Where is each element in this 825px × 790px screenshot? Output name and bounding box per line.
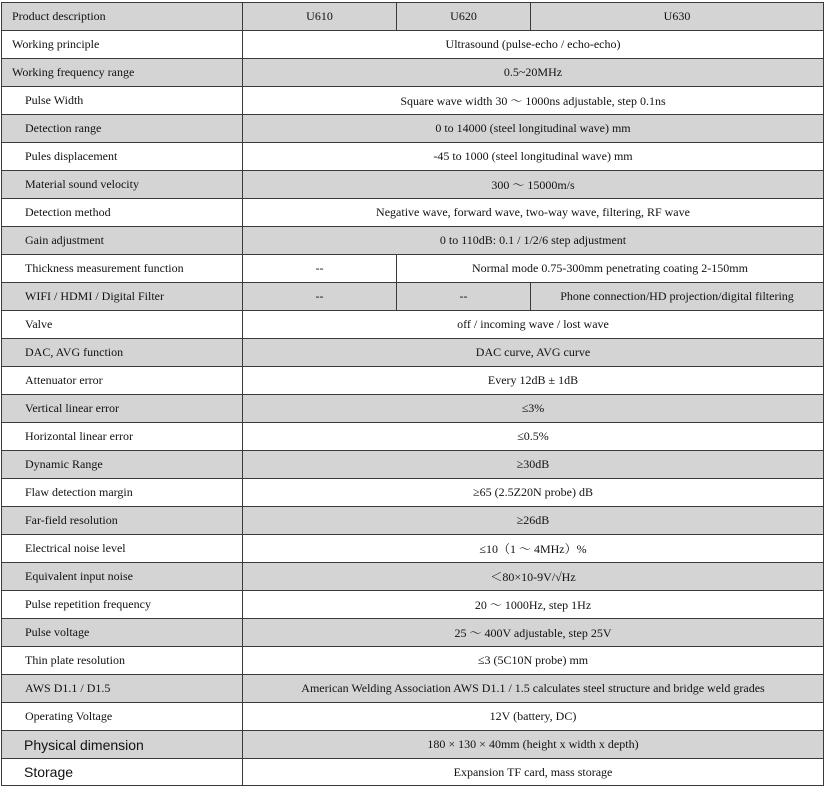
table-row: [2, 535, 824, 563]
row-label: Horizontal linear error: [2, 423, 243, 451]
table-row: [2, 451, 824, 479]
row-value: ≥65 (2.5Z20N probe) dB: [243, 479, 824, 507]
row-value: American Welding Association AWS D1.1 / 1.5 calculates steel structure and bridge weld grades: [243, 675, 824, 703]
row-value: 25 ～ 400V adjustable, step 25V: [243, 619, 824, 647]
header-model-u610: U610: [243, 3, 397, 31]
row-value: ≥30dB: [243, 451, 824, 479]
row-value: ≤10（1 ～ 4MHz）%: [243, 535, 824, 563]
row-value: off / incoming wave / lost wave: [243, 311, 824, 339]
row-label: Storage: [2, 759, 243, 786]
row-label: WIFI / HDMI / Digital Filter: [2, 283, 243, 311]
table-row: [2, 423, 824, 451]
row-value: Square wave width 30 ～ 1000ns adjustable, step 0.1ns: [243, 87, 824, 115]
table-row: [2, 255, 824, 283]
table-row: [2, 675, 824, 703]
row-value: ≤0.5%: [243, 423, 824, 451]
header-model-u630: U630: [531, 3, 824, 31]
row-label: Far-field resolution: [2, 507, 243, 535]
table-row: [2, 647, 824, 675]
row-label: DAC, AVG function: [2, 339, 243, 367]
table-row: [2, 171, 824, 199]
row-label: Valve: [2, 311, 243, 339]
table-row: [2, 759, 824, 786]
row-label: Vertical linear error: [2, 395, 243, 423]
header-model-u620: U620: [397, 3, 531, 31]
row-label: Thickness measurement function: [2, 255, 243, 283]
row-label: Pulse repetition frequency: [2, 591, 243, 619]
row-value: 180 × 130 × 40mm (height x width x depth): [243, 731, 824, 759]
table-row: [2, 227, 824, 255]
row-label: Working frequency range: [2, 59, 243, 87]
row-value: Every 12dB ± 1dB: [243, 367, 824, 395]
table-row: [2, 199, 824, 227]
row-value: 0.5~20MHz: [243, 59, 824, 87]
row-label: Attenuator error: [2, 367, 243, 395]
row-value: -45 to 1000 (steel longitudinal wave) mm: [243, 143, 824, 171]
row-value: 12V (battery, DC): [243, 703, 824, 731]
spec-table: [1, 2, 824, 786]
cell-u620-u630: Normal mode 0.75-300mm penetrating coating 2-150mm: [397, 255, 824, 283]
table-row: [2, 311, 824, 339]
row-value: 0 to 110dB: 0.1 / 1/2/6 step adjustment: [243, 227, 824, 255]
row-label: Thin plate resolution: [2, 647, 243, 675]
cell-u610: --: [243, 255, 397, 283]
row-value: 0 to 14000 (steel longitudinal wave) mm: [243, 115, 824, 143]
row-label: Pulse Width: [2, 87, 243, 115]
row-value: 300 ～ 15000m/s: [243, 171, 824, 199]
table-row: [2, 731, 824, 759]
table-row: [2, 87, 824, 115]
row-label: Equivalent input noise: [2, 563, 243, 591]
table-row: [2, 143, 824, 171]
row-label: Dynamic Range: [2, 451, 243, 479]
table-row: [2, 591, 824, 619]
row-label: Gain adjustment: [2, 227, 243, 255]
row-label: Pules displacement: [2, 143, 243, 171]
row-value: ≥26dB: [243, 507, 824, 535]
table-header-row: [2, 3, 824, 31]
table-row: [2, 703, 824, 731]
row-label: Detection range: [2, 115, 243, 143]
row-label: Electrical noise level: [2, 535, 243, 563]
row-value: DAC curve, AVG curve: [243, 339, 824, 367]
row-label: Physical dimension: [2, 731, 243, 759]
table-row: [2, 479, 824, 507]
row-label: Pulse voltage: [2, 619, 243, 647]
table-row: [2, 507, 824, 535]
row-value: ＜80×10-9V/√Hz: [243, 563, 824, 591]
row-label: Working principle: [2, 31, 243, 59]
row-value: ≤3%: [243, 395, 824, 423]
header-product-description: Product description: [2, 3, 243, 31]
table-row: [2, 283, 824, 311]
cell-u620: --: [397, 283, 531, 311]
table-row: [2, 31, 824, 59]
table-row: [2, 395, 824, 423]
row-label: Material sound velocity: [2, 171, 243, 199]
row-value: 20 ～ 1000Hz, step 1Hz: [243, 591, 824, 619]
table-row: [2, 339, 824, 367]
row-label: Detection method: [2, 199, 243, 227]
row-label: Flaw detection margin: [2, 479, 243, 507]
row-label: Operating Voltage: [2, 703, 243, 731]
table-row: [2, 115, 824, 143]
table-row: [2, 59, 824, 87]
row-value: Expansion TF card, mass storage: [243, 759, 824, 786]
row-value: ≤3 (5C10N probe) mm: [243, 647, 824, 675]
row-label: AWS D1.1 / D1.5: [2, 675, 243, 703]
table-row: [2, 367, 824, 395]
cell-u630: Phone connection/HD projection/digital filtering: [531, 283, 824, 311]
row-value: Negative wave, forward wave, two-way wave, filtering, RF wave: [243, 199, 824, 227]
table-row: [2, 563, 824, 591]
row-value: Ultrasound (pulse-echo / echo-echo): [243, 31, 824, 59]
cell-u610: --: [243, 283, 397, 311]
table-row: [2, 619, 824, 647]
